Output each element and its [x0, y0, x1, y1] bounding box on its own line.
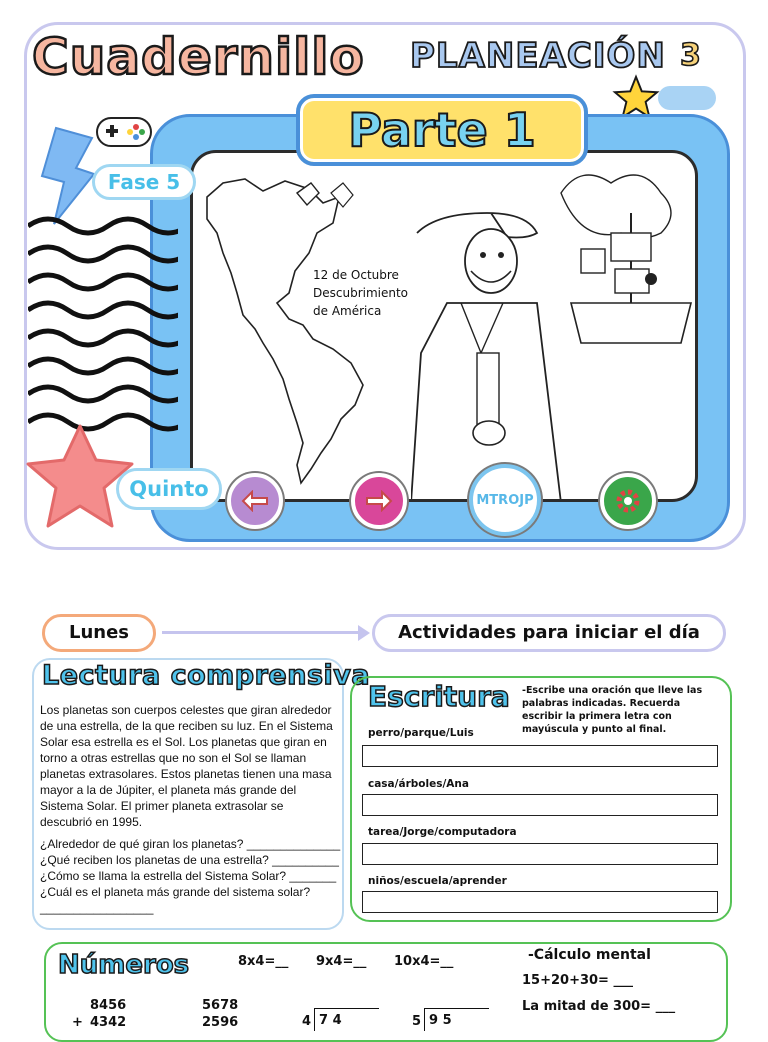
arrow-head-icon — [358, 625, 370, 641]
division-2-dividend: 9 5 — [424, 1008, 489, 1031]
question-2: ¿Qué reciben los planetas de una estrella? __________ — [40, 853, 339, 867]
writing-answer-4[interactable] — [362, 891, 718, 913]
writing-instruction: -Escribe una oración que lleve las palabras indicadas. Recuerda escribir la primera letra con mayúscula y punto al final. — [522, 685, 703, 735]
writing-prompt-1: perro/parque/Luis — [368, 727, 474, 739]
addition-bottom: 4342 — [90, 1015, 127, 1030]
subtraction-top: 5678 — [202, 998, 239, 1013]
addition-top: 8456 — [90, 998, 127, 1013]
phase-label: Fase 5 — [92, 164, 196, 200]
reading-text: Los planetas son cuerpos celestes que giran alrededor de una estrella, de la que reciben su luz. En el Sistema Solar esa estrella es el Sol. Los planetas que giran en torno a otras estrellas que no son el Sol se llaman planetas extrasolares. Estos planetas tienen una masa mayor a la de Júpiter, el planeta más grande del Sistema Solar. El primer planeta extrasolar se descubrió en 1995. — [40, 703, 333, 829]
mental-math-1: 15+20+30= ___ — [522, 973, 633, 988]
division-1-dividend: 7 4 — [314, 1008, 379, 1031]
question-1: ¿Alrededor de qué giran los planetas? ______________ — [40, 837, 341, 851]
writing-title: Escritura — [368, 680, 510, 713]
planeacion-title: PLANEACIÓN — [410, 36, 666, 76]
arrow-connector — [162, 631, 364, 634]
planeacion-number: 3 — [680, 38, 701, 73]
activities-title: Actividades para iniciar el día — [372, 614, 726, 652]
gear-button[interactable] — [600, 473, 656, 529]
writing-answer-2[interactable] — [362, 794, 718, 816]
illustration-screen — [190, 150, 698, 502]
writing-prompt-3: tarea/Jorge/computadora — [368, 826, 517, 838]
cover-title: Cuadernillo — [32, 28, 365, 86]
writing-prompt-4: niños/escuela/aprender — [368, 875, 507, 887]
game-controller-icon — [94, 112, 154, 152]
numbers-title: Números — [58, 950, 190, 980]
explorer-illustration — [411, 153, 698, 502]
arrow-right-icon — [365, 490, 393, 512]
day-label: Lunes — [42, 614, 156, 652]
mental-math-title: -Cálculo mental — [528, 947, 651, 963]
question-4: ¿Cuál es el planeta más grande del sistema solar? — [40, 885, 311, 899]
map-caption: 12 de Octubre Descubrimiento de América — [313, 268, 409, 318]
writing-answer-1[interactable] — [362, 745, 718, 767]
part-title: Parte 1 — [348, 103, 536, 157]
subtraction-bottom: 2596 — [202, 1015, 239, 1030]
arrow-left-button[interactable] — [227, 473, 283, 529]
logo-text: MTROJP — [476, 492, 534, 508]
multiplication-2: 9x4=__ — [316, 954, 367, 969]
writing-prompt-2: casa/árboles/Ana — [368, 778, 469, 790]
logo-button[interactable] — [469, 464, 541, 536]
addition-sign: + — [72, 1015, 83, 1030]
multiplication-1: 8x4=__ — [238, 954, 289, 969]
writing-answer-3[interactable] — [362, 843, 718, 865]
multiplication-3: 10x4=__ — [394, 954, 454, 969]
division-2-divisor: 5 — [412, 1014, 422, 1029]
arrow-right-button[interactable] — [351, 473, 407, 529]
wave-decoration — [28, 206, 178, 456]
answer-blank[interactable]: _________________ — [40, 901, 154, 915]
world-map-icon — [193, 153, 423, 502]
gear-icon — [613, 486, 643, 516]
reading-title: Lectura comprensiva — [42, 660, 371, 691]
division-1-divisor: 4 — [302, 1014, 312, 1029]
question-3: ¿Cómo se llama la estrella del Sistema Solar? _______ — [40, 869, 337, 883]
arrow-left-icon — [241, 490, 269, 512]
part-title-plate — [296, 94, 588, 166]
decorative-bar — [658, 86, 716, 110]
grade-label: Quinto — [116, 468, 222, 510]
reading-questions — [40, 836, 341, 916]
mental-math-2: La mitad de 300= ___ — [522, 999, 676, 1014]
